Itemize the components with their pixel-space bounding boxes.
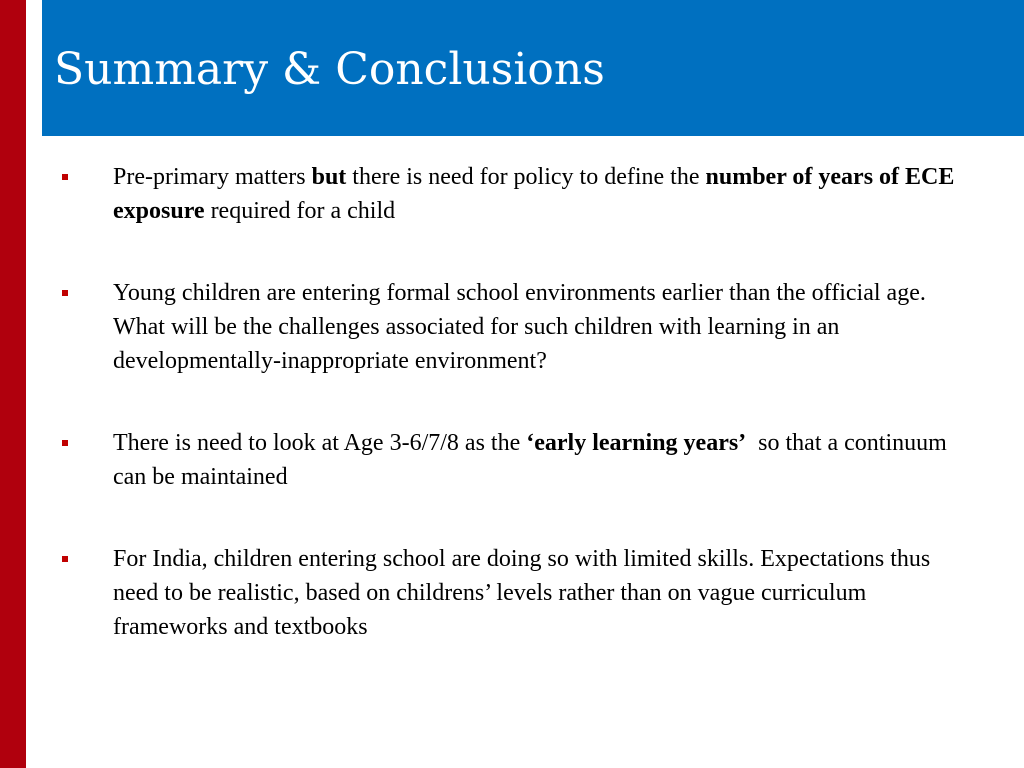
text-segment: there is need for policy to define the (346, 164, 706, 190)
title-banner (42, 0, 1024, 136)
text-segment: required for a child (204, 198, 396, 224)
text-segment: Pre-primary matters (113, 164, 312, 190)
bullet-text (113, 546, 930, 640)
text-segment: Young children are entering formal school environments earlier than the official age. What will be the challenges associated for such children with learning in an developmentally-inappropriate environment? (113, 280, 926, 374)
text-segment-bold: ‘early learning years’ (526, 430, 747, 456)
bullet-text (113, 164, 954, 224)
text-segment: For India, children entering school are doing so with limited skills. Expectations thus need to be realistic, based on childrens’ levels rather than on vague curriculum frameworks and textbooks (113, 546, 931, 640)
bullet-list (60, 160, 960, 692)
bullet-text (113, 430, 953, 490)
bullet-item (60, 542, 960, 644)
square-bullet-icon (62, 440, 68, 446)
bullet-item (60, 160, 960, 228)
bullet-item (60, 276, 960, 378)
bullet-item (60, 426, 960, 494)
text-segment-bold: number of years of ECE exposure (113, 164, 955, 224)
square-bullet-icon (62, 556, 68, 562)
slide-title: Summary & Conclusions (54, 44, 605, 95)
square-bullet-icon (62, 290, 68, 296)
square-bullet-icon (62, 174, 68, 180)
text-segment: so that a continuum can be maintained (113, 430, 953, 490)
left-accent-bar (0, 0, 26, 768)
text-segment: There is need to look at Age 3-6/7/8 as the (113, 430, 527, 456)
bullet-text (113, 280, 926, 374)
text-segment-bold: but (311, 164, 347, 190)
